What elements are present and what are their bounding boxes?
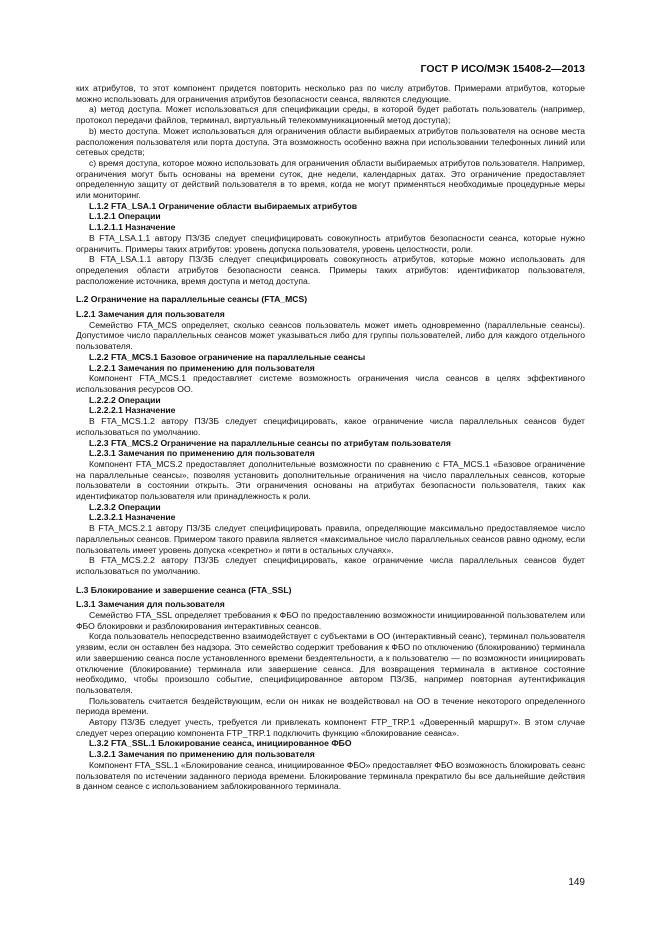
section-heading: L.3.2 FTA_SSL.1 Блокирование сеанса, инициированное ФБО: [89, 738, 352, 749]
paragraph: Семейство FTA_SSL определяет требования к ФБО по предоставлению возможности инициированной пользователем или ФБО блокировки и разблокирования интерактивных сеансов.: [76, 610, 585, 631]
paragraph: Когда пользователь непосредственно взаимодействует с субъектами в ОО (интерактивный сеанс), терминал пользователя уязвим, если он оставлен без надзора. Это семейство содержит требования к ФБО по отключению (блокированию) терминала или завершению сеанса после установленного времени бездеятельности, а к пользователю — по возможности инициировать отключение (блокирование) терминала или завершение сеанса. Для возвращения терминала в активное состояние необходимо, чтобы произошло событие, специфицированное автором ПЗ/ЗБ, например повторная аутентификация пользователя.: [76, 631, 585, 695]
section-heading: L.2.2.2 Операции: [89, 394, 161, 405]
section-heading: L.2.2 FTA_MCS.1 Базовое ограничение на параллельные сеансы: [89, 351, 366, 362]
section-heading: L.2.3.2.1 Назначение: [89, 512, 176, 523]
paragraph: Автору ПЗ/ЗБ следует учесть, требуется ли привлекать компонент FTP_TRP.1 «Доверенный маршрут». В этом случае следует через операцию компонента FTP_TRP.1 подключить функцию «блокирование сеанса».: [76, 717, 585, 738]
page-number: 149: [568, 877, 585, 888]
section-heading: L.2.2.2.1 Назначение: [89, 405, 176, 416]
paragraph: Семейство FTA_MCS определяет, сколько сеансов пользователь может иметь одновременно (параллельные сеансы). Допустимое число параллельных сеансов может указываться либо для группы пользователей, либо для каждого отдельного пользователя.: [76, 319, 585, 352]
section-heading: L.1.2.1 Операции: [89, 211, 161, 222]
section-heading: L.2.3 FTA_MCS.2 Ограничение на параллельные сеансы по атрибутам пользователя: [89, 437, 451, 448]
paragraph: ких атрибутов, то этот компонент придется повторить несколько раз по числу атрибутов. Примерами атрибутов, которые можно использовать для ограничения атрибутов безопасности сеанса, являются следующие.: [76, 83, 585, 104]
paragraph: Компонент FTA_MCS.1 предоставляет системе возможность ограничения числа сеансов в целях эффективного использования ресурсов ОО.: [76, 373, 585, 394]
section-heading: L.3 Блокирование и завершение сеанса (FTA_SSL): [76, 584, 292, 595]
paragraph: Компонент FTA_MCS.2 предоставляет дополнительные возможности по сравнению с FTA_MCS.1 «Базовое ограничение на параллельные сеансы», позволяя установить дополнительные ограничения на число параллельных сеансов, которые пользователи в состоянии открыть. Эти ограничения основаны на атрибутах безопасности пользователя, таких как идентификатор пользователя или принадлежность к роли.: [76, 458, 585, 502]
section-heading: L.3.1 Замечания для пользователя: [76, 599, 225, 610]
document-header: ГОСТ Р ИСО/МЭК 15408-2—2013: [420, 63, 585, 75]
paragraph: Пользователь считается бездействующим, если он никак не воздействовал на ОО в течение некоторого определенного периода времени.: [76, 695, 585, 717]
paragraph: a) метод доступа. Может использоваться для спецификации среды, в которой будет работать пользователь (например, протокол передачи файлов, терминал, виртуальный телекоммуникационный метод доступа);: [76, 104, 585, 126]
section-heading: L.1.2 FTA_LSA.1 Ограничение области выбираемых атрибутов: [89, 200, 357, 211]
section-heading: L.2.1 Замечания для пользователя: [76, 309, 225, 320]
section-heading: L.2 Ограничение на параллельные сеансы (FTA_MCS): [76, 294, 308, 305]
paragraph: В FTA_MCS.2.1 автору ПЗ/ЗБ следует специфицировать правила, определяющие максимально предоставляемое число параллельных сеансов. Примером такого правила является «максимальное число параллельных сеансов равно одному, если пользователь имеет уровень допуска «секретно» и пяти в остальных случаях».: [76, 523, 585, 555]
paragraph: Компонент FTA_SSL.1 «Блокирование сеанса, инициированное ФБО» предоставляет ФБО возможность блокировать сеанс пользователя по истечении заданного периода времени. Блокирование терминала прекратило бы все дальнейшие действия в данном сеансе с использованием заблокированного терминала.: [76, 759, 585, 792]
section-heading: L.2.3.1 Замечания по применению для пользователя: [89, 448, 315, 459]
section-heading: L.2.2.1 Замечания по применению для пользователя: [89, 362, 315, 373]
paragraph: В FTA_MCS.2.2 автору ПЗ/ЗБ следует специфицировать, какое ограничение числа параллельных сеансов будет использоваться по умолчанию.: [76, 555, 585, 576]
section-heading: L.3.2.1 Замечания по применению для пользователя: [89, 749, 315, 760]
section-heading: L.2.3.2 Операции: [89, 501, 161, 512]
paragraph: В FTA_LSA.1.1 автору ПЗ/ЗБ следует специфицировать совокупность атрибутов, которые можно использовать для определения области атрибутов безопасности сеанса. Примеры таких атрибутов: идентификатор пользователя, расположение источника, время доступа и метод доступа.: [76, 254, 585, 286]
section-heading: L.1.2.1.1 Назначение: [89, 222, 176, 233]
document-body: [76, 83, 585, 792]
paragraph: c) время доступа, которое можно использовать для ограничения области выбираемых атрибутов пользователя. Например, ограничения могут быть основаны на времени суток, дне недели, календарных датах. Это ограничение предоставляет определенную защиту от действий пользователя в то время, когда не могут применяться необходимые процедурные меры или мониторинг.: [76, 157, 585, 201]
paragraph: b) место доступа. Может использоваться для ограничения области выбираемых атрибутов пользователя на основе места расположения пользователя или порта доступа. Эта возможность особенно важна при использовании телефонных линий или сетевых средств;: [76, 125, 585, 158]
paragraph: В FTA_MCS.1.2 автору ПЗ/ЗБ следует специфицировать, какое ограничение числа параллельных сеансов будет использоваться по умолчанию.: [76, 416, 585, 437]
paragraph: В FTA_LSA.1.1 автору ПЗ/ЗБ следует специфицировать совокупность атрибутов безопасности сеанса, которые нужно ограничить. Примеры таких атрибутов: уровень допуска пользователя, уровень целостности, роли.: [76, 232, 585, 254]
